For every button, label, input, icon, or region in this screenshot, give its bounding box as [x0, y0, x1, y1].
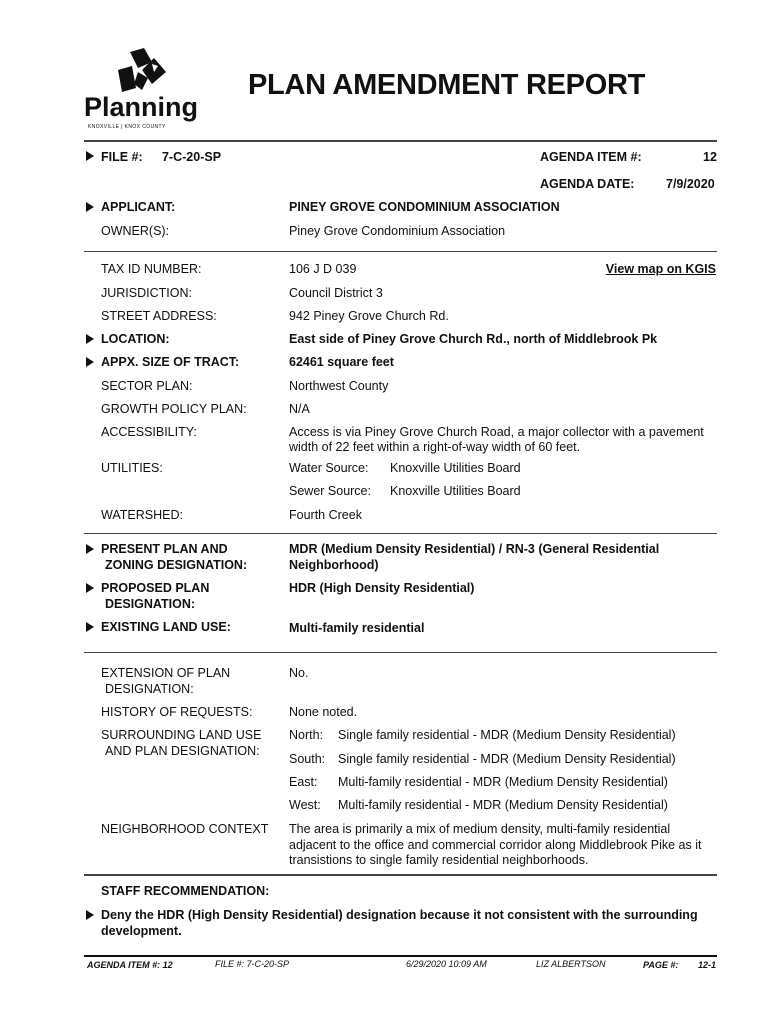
present-plan-value-1: MDR (Medium Density Residential) / RN-3 (General Residential: [289, 542, 660, 556]
surrounding-label-2: AND PLAN DESIGNATION:: [105, 744, 260, 758]
footer-divider: [84, 955, 717, 957]
sewer-source-value: Knoxville Utilities Board: [390, 484, 521, 498]
sewer-source-label: Sewer Source:: [289, 484, 371, 498]
tract-size-value: 62461 square feet: [289, 355, 394, 369]
neighborhood-label: NEIGHBORHOOD CONTEXT: [101, 822, 269, 836]
section-divider: [84, 652, 717, 653]
agenda-date-value: 7/9/2020: [666, 177, 715, 191]
bullet-arrow-icon: [86, 151, 94, 161]
page-title: PLAN AMENDMENT REPORT: [248, 69, 646, 101]
bullet-arrow-icon: [86, 202, 94, 212]
jurisdiction-label: JURISDICTION:: [101, 286, 192, 300]
bullet-arrow-icon: [86, 357, 94, 367]
logo-tagline: KNOXVILLE | KNOX COUNTY: [88, 124, 166, 130]
growth-policy-label: GROWTH POLICY PLAN:: [101, 402, 247, 416]
proposed-plan-label-1: PROPOSED PLAN: [101, 581, 210, 595]
present-plan-label-2: ZONING DESIGNATION:: [105, 558, 248, 572]
present-plan-label-1: PRESENT PLAN AND: [101, 542, 228, 556]
proposed-plan-label-2: DESIGNATION:: [105, 597, 196, 611]
logo-mark-icon: [108, 48, 168, 94]
footer-file: FILE #: 7-C-20-SP: [215, 959, 290, 969]
jurisdiction-value: Council District 3: [289, 286, 383, 300]
surrounding-dir: East:: [289, 775, 318, 789]
present-plan-value-2: Neighborhood): [289, 558, 379, 572]
tax-id-value: 106 J D 039: [289, 262, 357, 276]
bullet-arrow-icon: [86, 910, 94, 920]
water-source-label: Water Source:: [289, 461, 369, 475]
proposed-plan-value: HDR (High Density Residential): [289, 581, 475, 595]
location-value: East side of Piney Grove Church Rd., north of Middlebrook Pk: [289, 332, 658, 346]
agenda-date-label: AGENDA DATE:: [540, 177, 635, 191]
recommendation-line-2: development.: [101, 924, 182, 938]
surrounding-dir: North:: [289, 728, 324, 742]
tax-id-label: TAX ID NUMBER:: [101, 262, 202, 276]
file-value: 7-C-20-SP: [162, 150, 222, 164]
watershed-label: WATERSHED:: [101, 508, 183, 522]
water-source-value: Knoxville Utilities Board: [390, 461, 521, 475]
logo-wordmark: Planning: [84, 92, 198, 122]
owners-value: Piney Grove Condominium Association: [289, 224, 506, 238]
footer-page-value: 12-1: [698, 960, 717, 970]
history-value: None noted.: [289, 705, 358, 719]
owners-label: OWNER(S):: [101, 224, 170, 238]
surrounding-value: Single family residential - MDR (Medium Density Residential): [338, 728, 676, 742]
footer-agenda-item: AGENDA ITEM #: 12: [87, 960, 173, 970]
extension-label-2: DESIGNATION:: [105, 682, 194, 696]
utilities-label: UTILITIES:: [101, 461, 163, 475]
growth-policy-value: N/A: [289, 402, 310, 416]
accessibility-label: ACCESSIBILITY:: [101, 425, 197, 439]
agenda-item-label: AGENDA ITEM #:: [540, 150, 642, 164]
street-address-label: STREET ADDRESS:: [101, 309, 217, 323]
kgis-map-link[interactable]: View map on KGIS: [605, 262, 716, 276]
existing-land-use-label: EXISTING LAND USE:: [101, 620, 231, 634]
bullet-arrow-icon: [86, 334, 94, 344]
location-label: LOCATION:: [101, 332, 170, 346]
surrounding-value: Multi-family residential - MDR (Medium Density Residential): [338, 775, 668, 789]
title-divider: [84, 140, 717, 142]
accessibility-value: Access is via Piney Grove Church Road, a major collector with a pavement width of 22 feet within a right-of-way width of 60 feet.: [289, 425, 704, 454]
extension-label-1: EXTENSION OF PLAN: [101, 666, 231, 680]
sector-plan-value: Northwest County: [289, 379, 389, 393]
sector-plan-label: SECTOR PLAN:: [101, 379, 193, 393]
surrounding-label-1: SURROUNDING LAND USE: [101, 728, 262, 742]
extension-value: No.: [289, 666, 309, 680]
bullet-arrow-icon: [86, 622, 94, 632]
surrounding-dir: West:: [289, 798, 321, 812]
section-divider: [84, 874, 717, 876]
applicant-label: APPLICANT:: [101, 200, 176, 214]
street-address-value: 942 Piney Grove Church Rd.: [289, 309, 449, 323]
applicant-value: PINEY GROVE CONDOMINIUM ASSOCIATION: [289, 200, 560, 214]
file-label: FILE #:: [101, 150, 143, 164]
section-divider: [84, 533, 717, 534]
history-label: HISTORY OF REQUESTS:: [101, 705, 253, 719]
section-divider: [84, 251, 717, 252]
footer-page-label: PAGE #:: [643, 960, 679, 970]
neighborhood-value: The area is primarily a mix of medium density, multi-family residential adjacent to the office and commercial corridor along Middlebrook Pike as it transistions to single family residential neighborhoods.: [289, 822, 702, 867]
tract-size-label: APPX. SIZE OF TRACT:: [101, 355, 240, 369]
surrounding-value: Multi-family residential - MDR (Medium Density Residential): [338, 798, 668, 812]
staff-recommendation-heading: STAFF RECOMMENDATION:: [101, 884, 270, 898]
footer-author: LIZ ALBERTSON: [536, 959, 606, 969]
recommendation-line-1: Deny the HDR (High Density Residential) designation because it not consistent with the surrounding: [101, 908, 698, 922]
footer-datetime: 6/29/2020 10:09 AM: [406, 959, 487, 969]
bullet-arrow-icon: [86, 583, 94, 593]
surrounding-value: Single family residential - MDR (Medium Density Residential): [338, 752, 676, 766]
surrounding-dir: South:: [289, 752, 326, 766]
bullet-arrow-icon: [86, 544, 94, 554]
agenda-item-value: 12: [703, 150, 717, 164]
existing-land-use-value: Multi-family residential: [289, 621, 425, 635]
watershed-value: Fourth Creek: [289, 508, 362, 522]
